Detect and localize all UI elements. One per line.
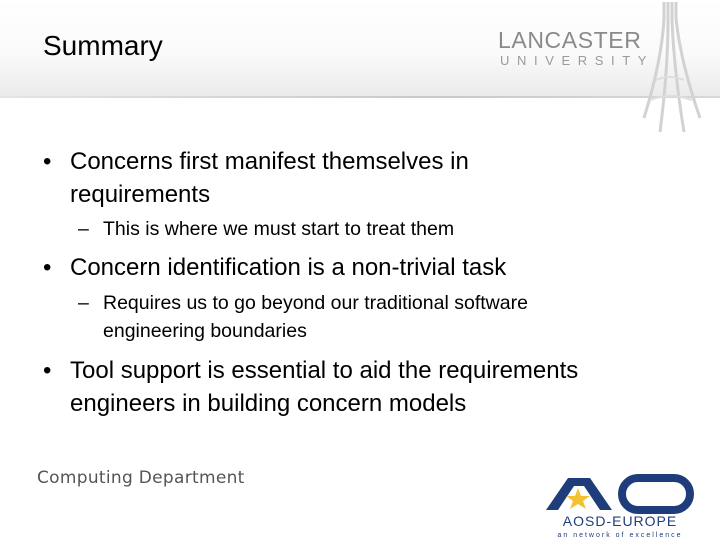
- bullet-text: Concern identification is a non-trivial task: [70, 254, 507, 281]
- aosd-europe-logo: [538, 466, 702, 540]
- logo-university-sub: UNIVERSITY: [500, 53, 655, 68]
- bullet-text: Concerns first manifest themselves in: [70, 148, 469, 175]
- logo-university-name: LANCASTER: [498, 27, 642, 53]
- aosd-mark-icon: [546, 478, 690, 510]
- sub-bullet-text: Requires us to go beyond our traditional software: [103, 292, 528, 314]
- bullet-text: Tool support is essential to aid the requirements: [70, 357, 579, 384]
- aosd-name-text: AOSD-EUROPE: [562, 513, 678, 529]
- sub-bullet-marker: –: [78, 218, 89, 240]
- bullet-marker: •: [43, 254, 52, 281]
- sub-bullet-text: This is where we must start to treat them: [103, 218, 455, 240]
- bullet-text: requirements: [70, 181, 211, 208]
- sub-bullet-text: engineering boundaries: [103, 320, 307, 342]
- footer-department: Computing Department: [37, 468, 245, 488]
- bullet-marker: •: [43, 357, 52, 384]
- slide-title: Summary: [43, 30, 163, 61]
- bullet-marker: •: [43, 148, 52, 175]
- sub-bullet-marker: –: [78, 292, 89, 314]
- aosd-tagline-text: an network of excellence: [557, 532, 683, 539]
- bullet-text: engineers in building concern models: [70, 390, 467, 417]
